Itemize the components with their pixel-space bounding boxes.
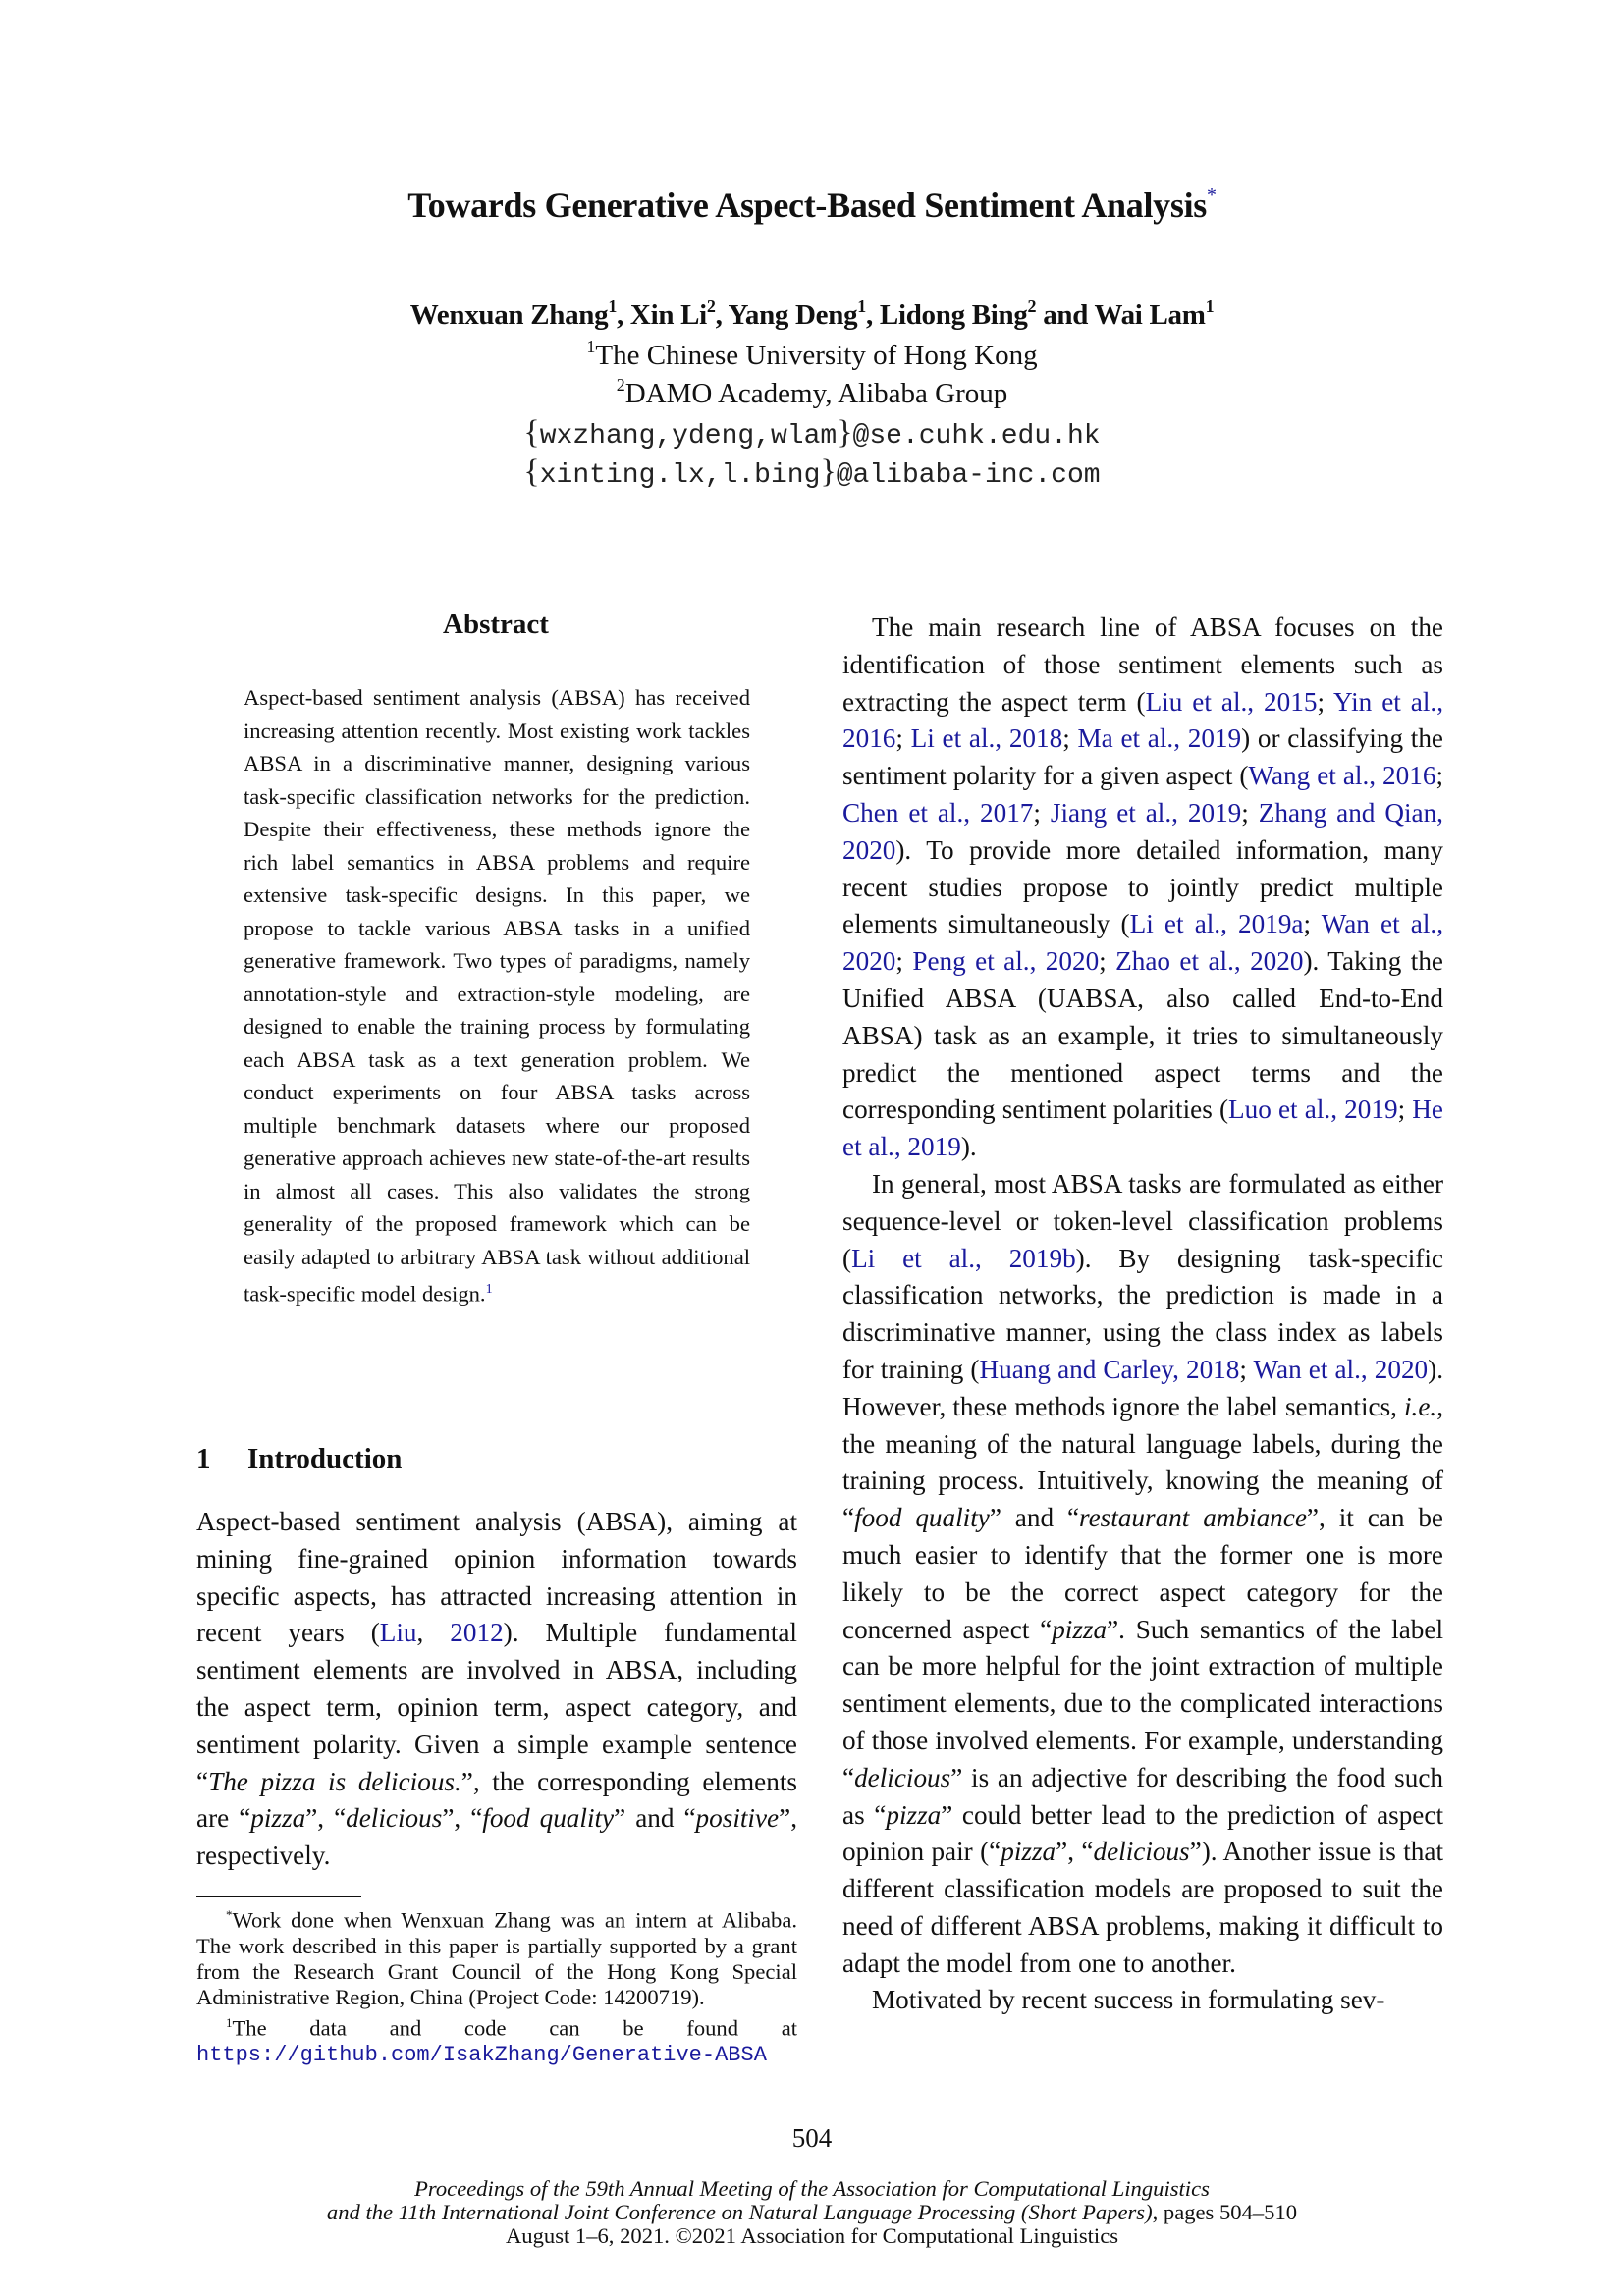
emphasis: pizza (886, 1799, 942, 1830)
right-brace: } (837, 414, 853, 451)
left-brace: { (523, 454, 540, 490)
citation-link[interactable]: Yin et al., 2016 (842, 686, 1443, 754)
emphasis: food quality (854, 1503, 990, 1533)
title-footnote-link[interactable]: * (1206, 185, 1217, 206)
citation-link[interactable]: Wan et al., 2020 (1253, 1354, 1429, 1384)
author-affiliation-mark: 1 (1205, 296, 1215, 316)
affiliation-1 (0, 337, 1624, 372)
example-sentence: The pizza is delicious. (208, 1766, 461, 1796)
emphasis: restaurant ambiance (1079, 1503, 1307, 1533)
intro-paragraph-2: The main research line of ABSA focuses on the identification of those sentiment elements such as extracting the aspect term (Liu et al., 2015; Yin et al., 2016; Li et al., 2018; Ma et al., 2019) or classifying the sentiment polarity for a given aspect (Wang et al., 2016; Chen et al., 2017; Jiang et al., 2019; Zhang and Qian, 2020). To provide more detailed information, many recent studies propose to jointly predict multiple elements simultaneously (Li et al., 2019a; Wan et al., 2020; Peng et al., 2020; Zhao et al., 2020). Taking the Unified ABSA (UABSA, also called End-to-End ABSA) task as an example, it tries to simultaneously predict the mentioned aspect terms and the corresponding sentiment polarities (Luo et al., 2019; He et al., 2019). (842, 613, 1443, 1162)
abstract-body (244, 681, 750, 1310)
github-url-link[interactable]: https://github.com/IsakZhang/Generative-ABSA (196, 2043, 767, 2068)
citation-link[interactable]: Zhao et al., 2020 (1115, 946, 1304, 977)
citation-link[interactable]: Li et al., 2019a (1129, 909, 1304, 939)
emphasis: delicious (346, 1803, 443, 1834)
email-domain: @se.cuhk.edu.hk (852, 421, 1101, 452)
abstract-text: Aspect-based sentiment analysis (ABSA) has received increasing attention recently. Most existing work tackles ABSA in a discriminative manner, designing various task-specific classification networks for the prediction. Despite their effectiveness, these methods ignore the rich label semantics in ABSA problems and require extensive task-specific designs. In this paper, we propose to tackle various ABSA tasks in a unified generative framework. Two types of paradigms, namely annotation-style and extraction-style modeling, are designed to enable the training process by formulating each ABSA task as a text generation problem. We conduct experiments on four ABSA tasks across multiple benchmark datasets where our proposed generative approach achieves new state-of-the-art results in almost all cases. This also validates the strong generality of the proposed framework which can be easily adapted to arbitrary ABSA task without additional task-specific model design. (244, 685, 750, 1307)
citation-link[interactable]: Chen et al., 2017 (842, 797, 1034, 828)
page-number: 504 (791, 2123, 833, 2153)
footnote-divider (196, 1896, 361, 1897)
emphasis: i.e. (1403, 1391, 1437, 1421)
author: Wenxuan Zhang (409, 299, 609, 331)
citation-link[interactable]: Ma et al., 2019 (1077, 723, 1242, 754)
citation-link[interactable]: Peng et al., 2020 (912, 946, 1100, 977)
affiliation-mark: 1 (586, 337, 596, 356)
section-title: Introduction (247, 1443, 403, 1474)
footnote-mark: 1 (226, 2014, 233, 2030)
citation-link[interactable]: Liu (379, 1618, 417, 1648)
email-domain: @alibaba-inc.com (836, 460, 1101, 491)
author-affiliation-mark: 2 (706, 296, 716, 316)
citation-link[interactable]: Li et al., 2018 (910, 723, 1063, 754)
footnote-text: The data and code can be found at (232, 2015, 797, 2041)
emphasis: delicious (854, 1762, 951, 1792)
section-number: 1 (196, 1443, 211, 1474)
footnote-star (196, 1902, 797, 2010)
section-heading-introduction (196, 1443, 402, 1475)
author-affiliation-mark: 1 (857, 296, 866, 316)
proceedings-footer (0, 2177, 1624, 2248)
author-affiliation-mark: 1 (608, 296, 618, 316)
citation-link[interactable]: Huang and Carley, 2018 (979, 1354, 1240, 1384)
affiliation-2 (0, 375, 1624, 410)
emphasis: food quality (482, 1803, 615, 1834)
abstract-heading: Abstract (443, 609, 549, 640)
proceedings-line-3: August 1–6, 2021. ©2021 Association for Computational Linguistics (505, 2223, 1119, 2248)
citation-link[interactable]: Liu et al., 2015 (1145, 686, 1318, 717)
author-separator: , (866, 299, 880, 331)
proceedings-line-1: Proceedings of the 59th Annual Meeting of the Association for Computational Linguistics (414, 2176, 1210, 2201)
citation-link[interactable]: Wang et al., 2016 (1248, 761, 1436, 791)
right-column (842, 610, 1443, 2019)
author-list (0, 296, 1624, 332)
emphasis: positive (695, 1803, 780, 1834)
citation-link[interactable]: He et al., 2019 (842, 1095, 1443, 1162)
email-line-2 (0, 454, 1624, 491)
emphasis: delicious (1093, 1837, 1190, 1867)
affiliation-mark: 2 (616, 375, 625, 395)
intro-paragraph-4: Motivated by recent success in formulating sev- (872, 1985, 1385, 2015)
paper-title-text: Towards Generative Aspect-Based Sentiment Analysis (407, 186, 1207, 225)
proceedings-line-2: and the 11th International Joint Conference on Natural Language Processing (Short Papers), pages 504–510 (326, 2200, 1298, 2224)
abstract-footnote-link[interactable]: 1 (485, 1282, 493, 1297)
footnote-1 (196, 2010, 797, 2069)
citation-link[interactable]: Jiang et al., 2019 (1050, 797, 1242, 828)
right-brace: } (820, 454, 837, 490)
affiliation-name: DAMO Academy, Alibaba Group (624, 378, 1008, 409)
author: Wai Lam (1094, 299, 1206, 331)
email-users: xinting.lx,l.bing (539, 460, 821, 491)
emphasis: pizza (1001, 1837, 1056, 1867)
citation-link[interactable]: Zhang and Qian, 2020 (842, 797, 1443, 865)
intro-paragraph-3: In general, most ABSA tasks are formulated as either sequence-level or token-level classification problems (Li et al., 2019b). By designing task-specific classification networks, the prediction is made in a discriminative manner, using the class index as labels for training (Huang and Carley, 2018; Wan et al., 2020). However, these methods ignore the label semantics, i.e., the meaning of the natural language labels, during the training process. Intuitively, knowing the meaning of “food quality” and “restaurant ambiance”, it can be much easier to identify that the former one is more likely to be the correct aspect category for the concerned aspect “pizza”. Such semantics of the label can be more helpful for the joint extraction of multiple sentiment elements, due to the complicated interactions of those involved elements. For example, understanding “delicious” is an adjective for describing the food such as “pizza” could better lead to the prediction of aspect opinion pair (“pizza”, “delicious”). Another issue is that different classification models are proposed to suit the need of different ABSA problems, making it difficult to adapt the model from one to another. (842, 1168, 1443, 1978)
author: Xin Li (629, 299, 707, 331)
author-separator: , (715, 299, 729, 331)
left-column (196, 1504, 797, 1875)
footnote-text: Work done when Wenxuan Zhang was an intern at Alibaba. The work described in this paper is partially supported by a grant from the Research Grant Council of the Hong Kong Special Administrative Region, China (Project Code: 14200719). (196, 1907, 797, 2009)
footnotes (196, 1902, 797, 2068)
citation-link[interactable]: 2012 (450, 1618, 504, 1648)
citation-link[interactable]: Luo et al., 2019 (1228, 1095, 1398, 1125)
author-affiliation-mark: 2 (1027, 296, 1037, 316)
author-separator: and (1036, 299, 1095, 331)
left-brace: { (523, 414, 540, 451)
author: Lidong Bing (879, 299, 1028, 331)
author-separator: , (617, 299, 630, 331)
citation-link[interactable]: Li et al., 2019b (851, 1243, 1076, 1273)
footnote-mark: * (226, 1907, 233, 1922)
citation-link[interactable]: Wan et al., 2020 (842, 909, 1443, 977)
affiliation-name: The Chinese University of Hong Kong (595, 340, 1038, 371)
paper-title (0, 185, 1624, 226)
emphasis: pizza (250, 1803, 306, 1834)
emphasis: pizza (1052, 1614, 1108, 1644)
email-users: wxzhang,ydeng,wlam (539, 421, 838, 452)
author: Yang Deng (728, 299, 858, 331)
intro-paragraph-1: Aspect-based sentiment analysis (ABSA), aiming at mining fine-grained opinion information towards specific aspects, has attracted increasing attention in recent years (Liu, 2012). Multiple fundamental sentiment elements are involved in ABSA, including the aspect term, opinion term, aspect category, and sentiment polarity. Given a simple example sentence “The pizza is delicious.”, the corresponding elements are “pizza”, “delicious”, “food quality” and “positive”, respectively. (196, 1507, 797, 1871)
email-line-1 (0, 414, 1624, 452)
